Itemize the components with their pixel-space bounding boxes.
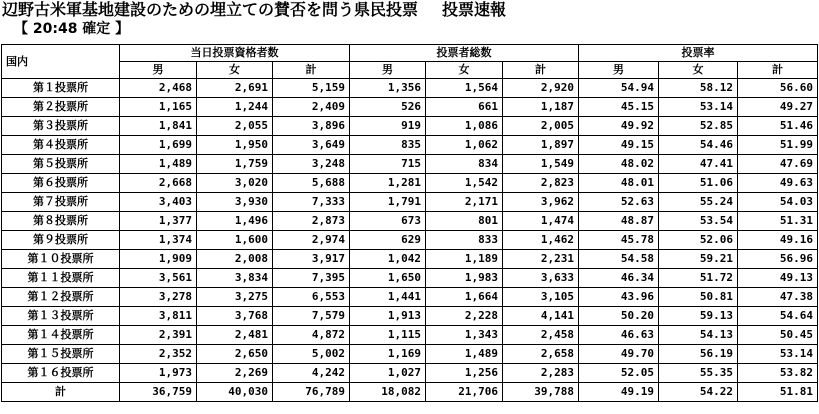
table-row [2, 174, 818, 193]
table-cell: 49.27 [738, 98, 818, 117]
table-cell: 53.14 [738, 345, 818, 364]
table-cell: 59.21 [659, 250, 738, 269]
table-cell: 7,333 [273, 193, 350, 212]
table-cell: 49.15 [579, 136, 659, 155]
table-cell: 2,650 [197, 345, 273, 364]
table-cell: 835 [350, 136, 426, 155]
table-cell: 1,256 [426, 364, 503, 383]
table-cell: 1,489 [426, 345, 503, 364]
table-cell: 7,395 [273, 269, 350, 288]
table-cell: 673 [350, 212, 426, 231]
table-cell: 5,002 [273, 345, 350, 364]
table-cell: 52.05 [579, 364, 659, 383]
table-cell: 1,542 [426, 174, 503, 193]
table-cell: 1,950 [197, 136, 273, 155]
table-cell: 3,278 [120, 288, 197, 307]
table-cell: 76,789 [273, 383, 350, 402]
table-row [2, 326, 818, 345]
table-cell: 1,165 [120, 98, 197, 117]
table-row [2, 288, 818, 307]
table-cell: 629 [350, 231, 426, 250]
table-cell: 1,699 [120, 136, 197, 155]
table-cell: 47.69 [738, 155, 818, 174]
page-title [2, 0, 817, 20]
table-cell: 1,474 [503, 212, 579, 231]
table-cell: 919 [350, 117, 426, 136]
table-cell: 1,913 [350, 307, 426, 326]
table-cell: 2,691 [197, 79, 273, 98]
table-row [2, 231, 818, 250]
table-cell: 45.78 [579, 231, 659, 250]
table-cell: 3,561 [120, 269, 197, 288]
table-cell: 58.12 [659, 79, 738, 98]
table-cell: 3,896 [273, 117, 350, 136]
table-cell: 55.35 [659, 364, 738, 383]
table-cell: 50.20 [579, 307, 659, 326]
polling-station-label: 第１０投票所 [2, 250, 120, 269]
table-cell: 53.14 [659, 98, 738, 117]
table-cell: 21,706 [426, 383, 503, 402]
table-cell: 3,649 [273, 136, 350, 155]
table-cell: 1,281 [350, 174, 426, 193]
table-cell: 1,983 [426, 269, 503, 288]
table-cell: 1,791 [350, 193, 426, 212]
table-cell: 2,005 [503, 117, 579, 136]
table-cell: 3,275 [197, 288, 273, 307]
table-cell: 48.87 [579, 212, 659, 231]
table-cell: 2,974 [273, 231, 350, 250]
sub-header-row [2, 62, 818, 79]
table-cell: 1,664 [426, 288, 503, 307]
table-cell: 1,027 [350, 364, 426, 383]
table-row [2, 269, 818, 288]
polling-station-label: 第１投票所 [2, 79, 120, 98]
table-cell: 2,658 [503, 345, 579, 364]
table-cell: 51.72 [659, 269, 738, 288]
table-row [2, 250, 818, 269]
table-cell: 526 [350, 98, 426, 117]
table-cell: 1,374 [120, 231, 197, 250]
corner-label: 国内 [2, 45, 120, 79]
column-header: 計 [273, 62, 350, 79]
table-cell: 4,872 [273, 326, 350, 345]
table-cell: 1,042 [350, 250, 426, 269]
polling-station-label: 第１６投票所 [2, 364, 120, 383]
table-cell: 56.60 [738, 79, 818, 98]
table-cell: 54.64 [738, 307, 818, 326]
table-row [2, 98, 818, 117]
table-cell: 43.96 [579, 288, 659, 307]
table-cell: 54.13 [659, 326, 738, 345]
table-cell: 47.38 [738, 288, 818, 307]
table-cell: 50.45 [738, 326, 818, 345]
table-cell: 1,244 [197, 98, 273, 117]
table-cell: 51.99 [738, 136, 818, 155]
table-cell: 49.63 [738, 174, 818, 193]
table-cell: 54.46 [659, 136, 738, 155]
table-cell: 2,269 [197, 364, 273, 383]
group-header-row [2, 45, 818, 62]
table-row [2, 117, 818, 136]
table-cell: 45.15 [579, 98, 659, 117]
polling-station-label: 第６投票所 [2, 174, 120, 193]
table-cell: 51.81 [738, 383, 818, 402]
polling-station-label: 第７投票所 [2, 193, 120, 212]
column-header: 女 [426, 62, 503, 79]
polling-station-label: 第１４投票所 [2, 326, 120, 345]
results-table [1, 44, 818, 402]
table-cell: 54.03 [738, 193, 818, 212]
table-cell: 1,489 [120, 155, 197, 174]
table-row [2, 345, 818, 364]
polling-station-label: 第２投票所 [2, 98, 120, 117]
table-cell: 49.19 [579, 383, 659, 402]
table-cell: 5,688 [273, 174, 350, 193]
table-cell: 49.70 [579, 345, 659, 364]
polling-station-label: 第８投票所 [2, 212, 120, 231]
table-cell: 2,873 [273, 212, 350, 231]
title-sub: 投票速報 [442, 0, 507, 19]
table-row [2, 136, 818, 155]
table-cell: 2,008 [197, 250, 273, 269]
table-cell: 3,020 [197, 174, 273, 193]
polling-station-label: 第９投票所 [2, 231, 120, 250]
table-cell: 53.54 [659, 212, 738, 231]
table-cell: 715 [350, 155, 426, 174]
table-cell: 1,356 [350, 79, 426, 98]
table-cell: 1,189 [426, 250, 503, 269]
table-cell: 3,768 [197, 307, 273, 326]
table-cell: 1,650 [350, 269, 426, 288]
table-cell: 2,283 [503, 364, 579, 383]
table-cell: 3,811 [120, 307, 197, 326]
column-header: 女 [659, 62, 738, 79]
table-cell: 18,082 [350, 383, 426, 402]
confirmed-time: 【 20:48 確定 】 [14, 21, 130, 37]
table-cell: 7,579 [273, 307, 350, 326]
table-cell: 2,228 [426, 307, 503, 326]
table-cell: 1,462 [503, 231, 579, 250]
table-cell: 1,759 [197, 155, 273, 174]
table-cell: 48.02 [579, 155, 659, 174]
polling-station-label: 第１３投票所 [2, 307, 120, 326]
table-cell: 2,391 [120, 326, 197, 345]
table-cell: 2,409 [273, 98, 350, 117]
table-cell: 49.92 [579, 117, 659, 136]
table-cell: 3,962 [503, 193, 579, 212]
table-row [2, 212, 818, 231]
table-cell: 3,834 [197, 269, 273, 288]
table-cell: 1,897 [503, 136, 579, 155]
table-cell: 56.96 [738, 250, 818, 269]
table-cell: 2,920 [503, 79, 579, 98]
table-cell: 1,973 [120, 364, 197, 383]
table-cell: 48.01 [579, 174, 659, 193]
column-header: 男 [579, 62, 659, 79]
table-cell: 1,841 [120, 117, 197, 136]
table-cell: 2,823 [503, 174, 579, 193]
table-cell: 53.82 [738, 364, 818, 383]
table-cell: 51.46 [738, 117, 818, 136]
table-cell: 2,352 [120, 345, 197, 364]
table-cell: 46.34 [579, 269, 659, 288]
table-cell: 1,564 [426, 79, 503, 98]
table-cell: 2,668 [120, 174, 197, 193]
polling-station-label: 第４投票所 [2, 136, 120, 155]
table-cell: 49.16 [738, 231, 818, 250]
table-cell: 6,553 [273, 288, 350, 307]
table-row [2, 307, 818, 326]
table-cell: 52.63 [579, 193, 659, 212]
table-cell: 1,062 [426, 136, 503, 155]
table-cell: 50.81 [659, 288, 738, 307]
table-cell: 2,231 [503, 250, 579, 269]
polling-station-label: 第３投票所 [2, 117, 120, 136]
table-cell: 833 [426, 231, 503, 250]
table-cell: 1,377 [120, 212, 197, 231]
table-cell: 1,600 [197, 231, 273, 250]
table-cell: 801 [426, 212, 503, 231]
total-row [2, 383, 818, 402]
column-header: 女 [197, 62, 273, 79]
table-cell: 39,788 [503, 383, 579, 402]
table-cell: 49.13 [738, 269, 818, 288]
group-header-eligible: 当日投票資格者数 [120, 45, 350, 62]
table-cell: 2,468 [120, 79, 197, 98]
table-cell: 1,909 [120, 250, 197, 269]
polling-station-label: 第１１投票所 [2, 269, 120, 288]
polling-station-label: 第１２投票所 [2, 288, 120, 307]
table-cell: 52.85 [659, 117, 738, 136]
table-row [2, 364, 818, 383]
table-cell: 40,030 [197, 383, 273, 402]
table-cell: 54.94 [579, 79, 659, 98]
table-cell: 1,343 [426, 326, 503, 345]
polling-station-label: 計 [2, 383, 120, 402]
table-cell: 3,403 [120, 193, 197, 212]
group-header-turnout: 投票率 [579, 45, 818, 62]
table-row [2, 79, 818, 98]
polling-station-label: 第５投票所 [2, 155, 120, 174]
table-cell: 661 [426, 98, 503, 117]
table-cell: 1,086 [426, 117, 503, 136]
table-cell: 54.58 [579, 250, 659, 269]
polling-station-label: 第１５投票所 [2, 345, 120, 364]
table-cell: 3,930 [197, 193, 273, 212]
table-cell: 834 [426, 155, 503, 174]
table-cell: 54.22 [659, 383, 738, 402]
table-cell: 3,633 [503, 269, 579, 288]
table-cell: 52.06 [659, 231, 738, 250]
table-cell: 59.13 [659, 307, 738, 326]
table-cell: 1,187 [503, 98, 579, 117]
column-header: 計 [738, 62, 818, 79]
table-cell: 2,481 [197, 326, 273, 345]
table-cell: 3,248 [273, 155, 350, 174]
column-header: 計 [503, 62, 579, 79]
table-cell: 5,159 [273, 79, 350, 98]
table-cell: 1,496 [197, 212, 273, 231]
table-cell: 3,917 [273, 250, 350, 269]
column-header: 男 [350, 62, 426, 79]
table-cell: 2,055 [197, 117, 273, 136]
table-cell: 2,458 [503, 326, 579, 345]
table-cell: 2,171 [426, 193, 503, 212]
table-cell: 55.24 [659, 193, 738, 212]
table-cell: 56.19 [659, 345, 738, 364]
table-cell: 1,169 [350, 345, 426, 364]
table-body [2, 79, 818, 402]
table-cell: 1,549 [503, 155, 579, 174]
table-cell: 47.41 [659, 155, 738, 174]
table-cell: 51.06 [659, 174, 738, 193]
table-cell: 1,441 [350, 288, 426, 307]
table-cell: 46.63 [579, 326, 659, 345]
table-cell: 36,759 [120, 383, 197, 402]
group-header-voters: 投票者総数 [350, 45, 579, 62]
table-cell: 4,242 [273, 364, 350, 383]
table-row [2, 193, 818, 212]
table-cell: 4,141 [503, 307, 579, 326]
table-row [2, 155, 818, 174]
report-header [2, 0, 817, 38]
table-cell: 1,115 [350, 326, 426, 345]
table-cell: 51.31 [738, 212, 818, 231]
title-main: 辺野古米軍基地建設のための埋立ての賛否を問う県民投票 [2, 0, 419, 19]
table-cell: 3,105 [503, 288, 579, 307]
column-header: 男 [120, 62, 197, 79]
